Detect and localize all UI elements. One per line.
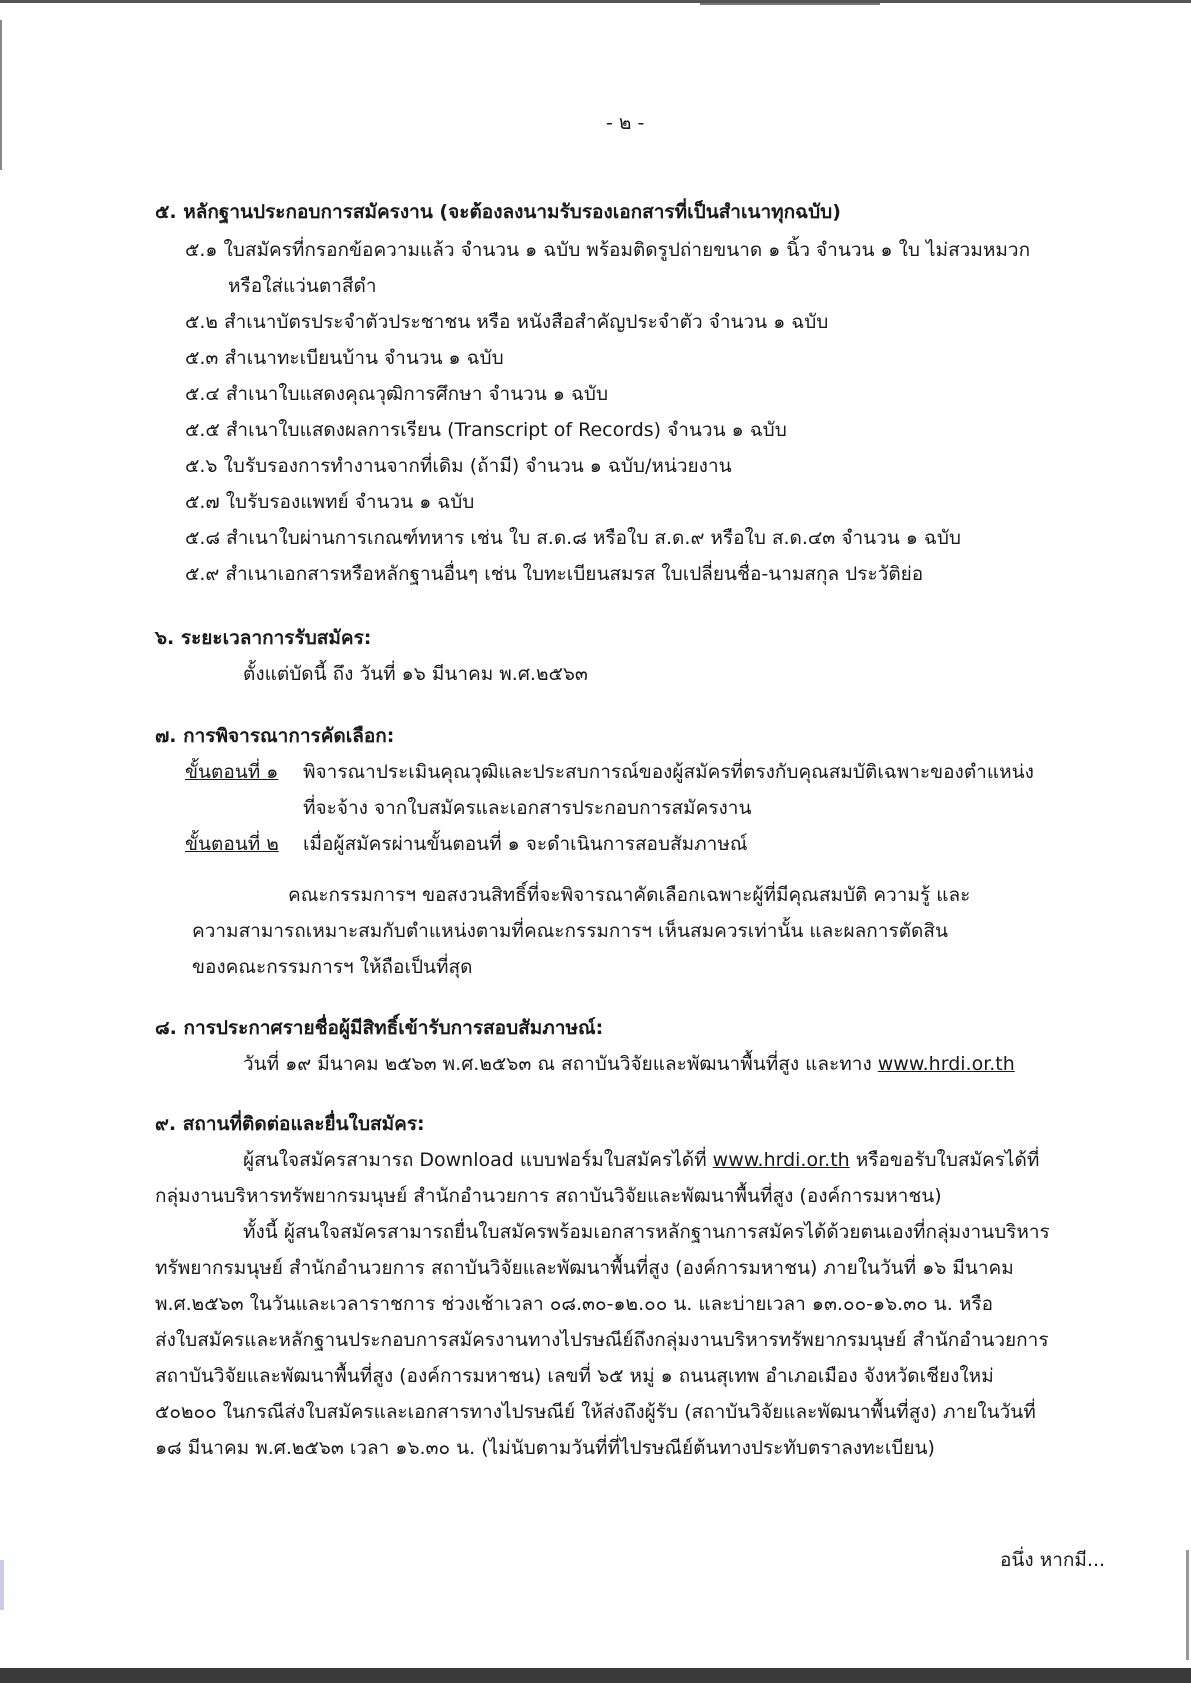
paragraph-line: ๑๘ มีนาคม พ.ศ.๒๕๖๓ เวลา ๑๖.๓๐ น. (ไม่นับตามวันที่ที่ไปรษณีย์ต้นทางประทับตราลงทะเบียน) <box>155 1437 935 1459</box>
section-5-heading: ๕. หลักฐานประกอบการสมัครงาน (จะต้องลงนามรับรองเอกสารที่เป็นสำเนาทุกฉบับ) <box>155 201 841 223</box>
paragraph-line: คณะกรรมการฯ ขอสงวนสิทธิ์ที่จะพิจารณาคัดเลือกเฉพาะผู้ที่มีคุณสมบัติ ความรู้ และ <box>288 884 971 906</box>
paragraph-line: ของคณะกรรมการฯ ให้ถือเป็นที่สุด <box>192 956 473 978</box>
paragraph-line: ทรัพยากรมนุษย์ สำนักอำนวยการ สถาบันวิจัยและพัฒนาพื้นที่สูง (องค์การมหาชน) ภายในวันที่ ๑๖ มีนาคม <box>155 1257 1014 1279</box>
section-6-heading: ๖. ระยะเวลาการรับสมัคร: <box>155 627 372 649</box>
paragraph-line: ความสามารถเหมาะสมกับตำแหน่งตามที่คณะกรรมการฯ เห็นสมควรเท่านั้น และผลการตัดสิน <box>192 920 948 942</box>
section-6-text: ตั้งแต่บัดนี้ ถึง วันที่ ๑๖ มีนาคม พ.ศ.๒๕๖๓ <box>243 663 588 685</box>
section-8-date: วันที่ ๑๙ มีนาคม ๒๕๖๓ พ.ศ.๒๕๖๓ ณ สถาบันวิจัยและพัฒนาพื้นที่สูง และทาง <box>243 1053 872 1075</box>
list-item: ๕.๙ สำเนาเอกสารหรือหลักฐานอื่นๆ เช่น ใบทะเบียนสมรส ใบเปลี่ยนชื่อ-นามสกุล ประวัติย่อ <box>185 563 924 585</box>
step-2-label: ขั้นตอนที่ ๒ <box>185 833 279 855</box>
list-item: หรือใส่แว่นตาสีดำ <box>228 275 377 297</box>
scan-edge-top <box>0 0 1191 3</box>
website-link[interactable]: www.hrdi.or.th <box>712 1149 850 1171</box>
step-1-text: พิจารณาประเมินคุณวุฒิและประสบการณ์ของผู้สมัครที่ตรงกับคุณสมบัติเฉพาะของตำแหน่ง <box>303 761 1034 783</box>
list-item: ๕.๑ ใบสมัครที่กรอกข้อความแล้ว จำนวน ๑ ฉบับ พร้อมติดรูปถ่ายขนาด ๑ นิ้ว จำนวน ๑ ใบ ไม่สวมหมวก <box>185 239 1031 261</box>
scan-edge-top-mark <box>700 3 880 5</box>
download-text: ผู้สนใจสมัครสามารถ Download แบบฟอร์มใบสมัครได้ที่ <box>243 1149 707 1171</box>
paragraph-line: พ.ศ.๒๕๖๓ ในวันและเวลาราชการ ช่วงเช้าเวลา ๐๘.๓๐-๑๒.๐๐ น. และบ่ายเวลา ๑๓.๐๐-๑๖.๓๐ น. หรือ <box>155 1293 994 1315</box>
list-item: ๕.๓ สำเนาทะเบียนบ้าน จำนวน ๑ ฉบับ <box>185 347 504 369</box>
step-2-text: เมื่อผู้สมัครผ่านขั้นตอนที่ ๑ จะดำเนินการสอบสัมภาษณ์ <box>303 833 748 855</box>
list-item: ๕.๗ ใบรับรองแพทย์ จำนวน ๑ ฉบับ <box>185 491 475 513</box>
list-item: ๕.๘ สำเนาใบผ่านการเกณฑ์ทหาร เช่น ใบ ส.ด.๘ หรือใบ ส.ด.๙ หรือใบ ส.ด.๔๓ จำนวน ๑ ฉบับ <box>185 527 961 549</box>
paragraph-line <box>243 1145 1039 1175</box>
paragraph-line: ส่งใบสมัครและหลักฐานประกอบการสมัครงานทางไปรษณีย์ถึงกลุ่มงานบริหารทรัพยากรมนุษย์ สำนักอำนวยการ <box>155 1329 1049 1351</box>
scan-edge-left <box>0 20 2 170</box>
scan-edge-left-mark <box>0 1560 4 1610</box>
section-8-text <box>243 1049 1015 1079</box>
continued-note: อนึ่ง หากมี... <box>1000 1549 1106 1571</box>
step-1-text: ที่จะจ้าง จากใบสมัครและเอกสารประกอบการสมัครงาน <box>303 797 752 819</box>
scan-edge-right <box>1186 1550 1189 1660</box>
website-link[interactable]: www.hrdi.or.th <box>877 1053 1015 1075</box>
list-item: ๕.๕ สำเนาใบแสดงผลการเรียน (Transcript of Records) จำนวน ๑ ฉบับ <box>185 419 787 441</box>
section-7-heading: ๗. การพิจารณาการคัดเลือก: <box>155 725 395 747</box>
scan-edge-bottom <box>0 1668 1191 1683</box>
paragraph-line: ทั้งนี้ ผู้สนใจสมัครสามารถยื่นใบสมัครพร้อมเอกสารหลักฐานการสมัครได้ด้วยตนเองที่กลุ่มงานบริหาร <box>243 1221 1050 1243</box>
section-9-heading: ๙. สถานที่ติดต่อและยื่นใบสมัคร: <box>155 1113 425 1135</box>
step-1-label: ขั้นตอนที่ ๑ <box>185 761 279 783</box>
list-item: ๕.๖ ใบรับรองการทำงานจากที่เดิม (ถ้ามี) จำนวน ๑ ฉบับ/หน่วยงาน <box>185 455 732 477</box>
paragraph-line: ๕๐๒๐๐ ในกรณีส่งใบสมัครและเอกสารทางไปรษณีย์ ให้ส่งถึงผู้รับ (สถาบันวิจัยและพัฒนาพื้นที่สูง) ภายในวันที่ <box>155 1401 1036 1423</box>
paragraph-line: กลุ่มงานบริหารทรัพยากรมนุษย์ สำนักอำนวยการ สถาบันวิจัยและพัฒนาพื้นที่สูง (องค์การมหาชน) <box>155 1185 942 1207</box>
list-item: ๕.๒ สำเนาบัตรประจำตัวประชาชน หรือ หนังสือสำคัญประจำตัว จำนวน ๑ ฉบับ <box>185 311 829 333</box>
page-number: - ๒ - <box>606 112 645 134</box>
paragraph-line: สถาบันวิจัยและพัฒนาพื้นที่สูง (องค์การมหาชน) เลขที่ ๖๕ หมู่ ๑ ถนนสุเทพ อำเภอเมือง จังหวัดเชียงใหม่ <box>155 1365 994 1387</box>
list-item: ๕.๔ สำเนาใบแสดงคุณวุฒิการศึกษา จำนวน ๑ ฉบับ <box>185 383 609 405</box>
section-8-heading: ๘. การประกาศรายชื่อผู้มีสิทธิ์เข้ารับการสอบสัมภาษณ์: <box>155 1017 604 1039</box>
download-text-end: หรือขอรับใบสมัครได้ที่ <box>855 1149 1040 1171</box>
